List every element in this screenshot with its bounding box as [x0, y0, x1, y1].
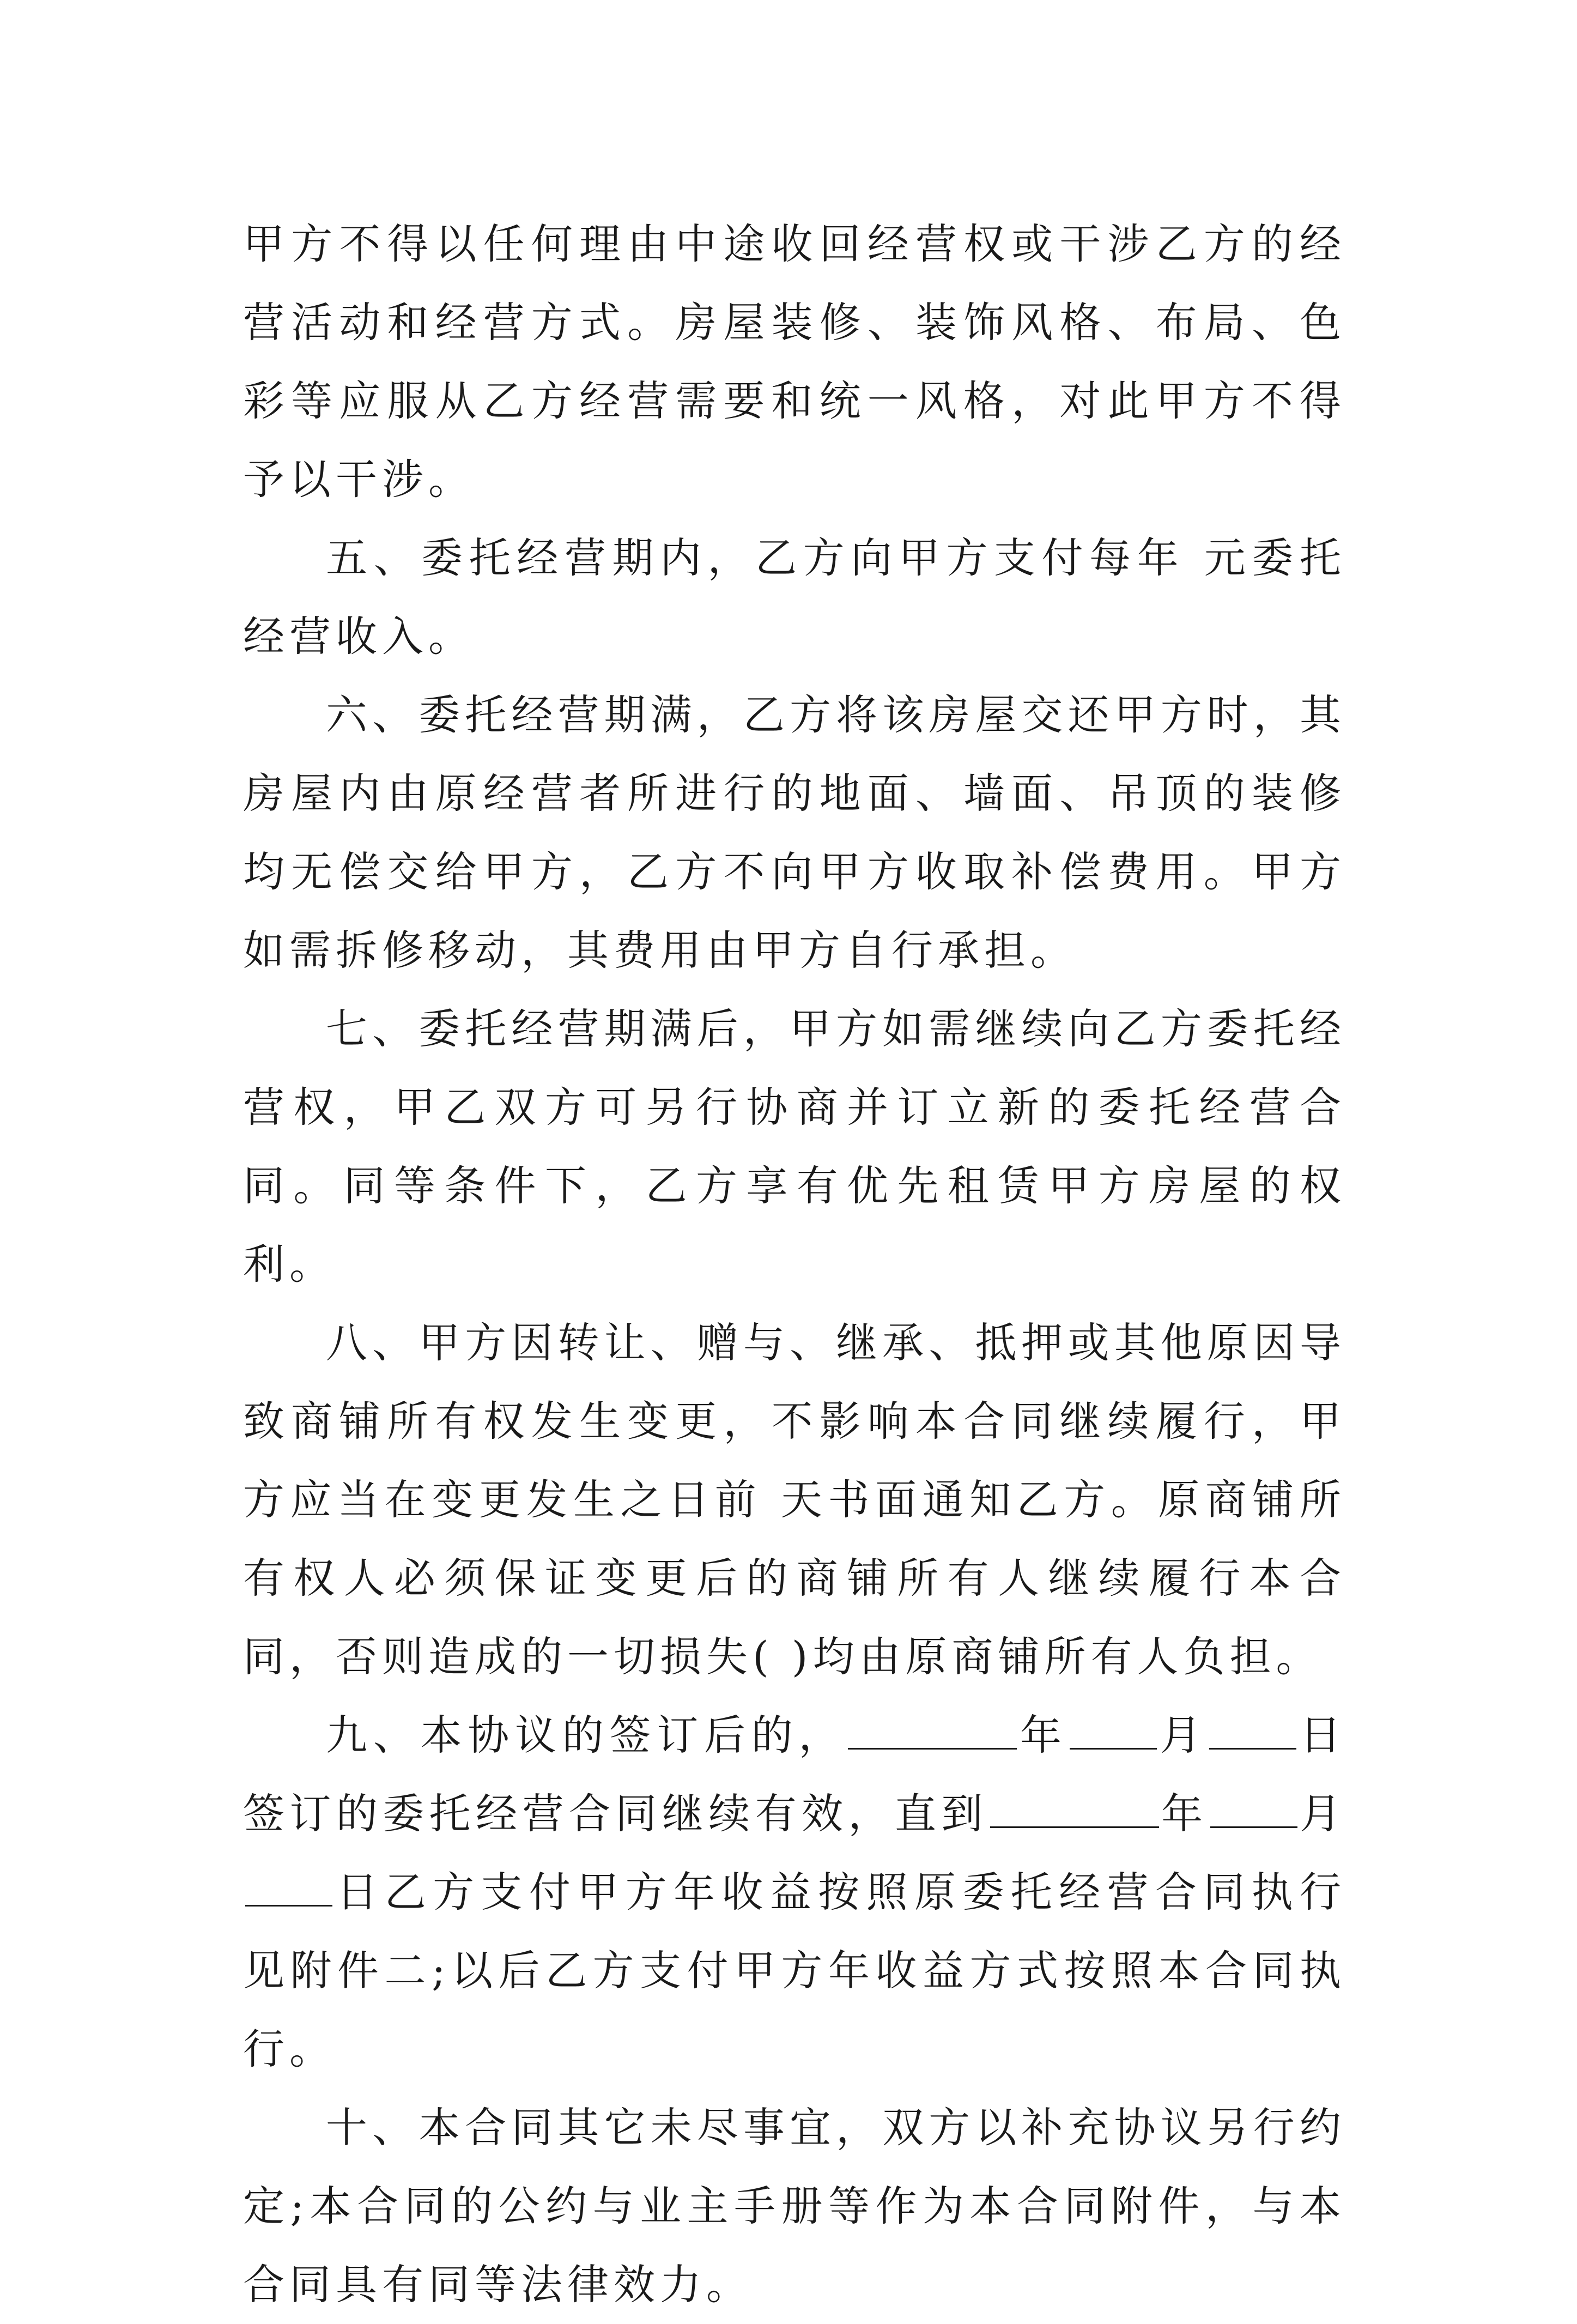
document-body: [243, 205, 1346, 2324]
clause-9-prefix: 九、本协议的签订后的，: [326, 1711, 846, 1759]
clause-9-rest: 日乙方支付甲方年收益按照原委托经营合同执行见附件二;以后乙方支付甲方年收益方式按照本合同执行。: [243, 1868, 1346, 2073]
clause-9-month-1: 月: [1159, 1711, 1208, 1759]
blank-year-2: [990, 1788, 1159, 1828]
paragraph-clause-8: 八、甲方因转让、赠与、继承、抵押或其他原因导致商铺所有权发生变更，不影响本合同继续履行，甲方应当在变更发生之日前 天书面通知乙方。原商铺所有权人必须保证变更后的商铺所有人继续履行本合同，否则造成的一切损失( )均由原商铺所有人负担。: [243, 1318, 1346, 1681]
paragraph-clause-6: 六、委托经营期满，乙方将该房屋交还甲方时，其房屋内由原经营者所进行的地面、墙面、吊顶的装修均无偿交给甲方，乙方不向甲方收取补偿费用。甲方如需拆修移动，其费用由甲方自行承担。: [243, 691, 1346, 975]
paragraph-clause-10: 十、本合同其它未尽事宜，双方以补充协议另行约定;本合同的公约与业主手册等作为本合同附件，与本合同具有同等法律效力。: [243, 2103, 1346, 2309]
blank-month-2: [1210, 1788, 1297, 1828]
paragraph-clause-7: 七、委托经营期满后，甲方如需继续向乙方委托经营权，甲乙双方可另行协商并订立新的委托经营合同。同等条件下，乙方享有优先租赁甲方房屋的权利。: [243, 1004, 1346, 1288]
paragraph-clause-5: 五、委托经营期内，乙方向甲方支付每年 元委托经营收入。: [243, 534, 1346, 661]
clause-9-month-2: 月: [1299, 1789, 1346, 1838]
clause-9-day-1: 日签订的委托经营合同继续有效，直到: [243, 1711, 1346, 1838]
blank-day-2: [245, 1867, 332, 1907]
clause-9-year-1: 年: [1019, 1711, 1067, 1759]
paragraph-continuation: 甲方不得以任何理由中途收回经营权或干涉乙方的经营活动和经营方式。房屋装修、装饰风格、布局、色彩等应服从乙方经营需要和统一风格，对此甲方不得予以干涉。: [243, 220, 1346, 504]
blank-day-1: [1209, 1710, 1296, 1750]
blank-month-1: [1070, 1710, 1157, 1750]
paragraph-clause-9: [243, 1696, 1346, 2089]
clause-9-year-2: 年: [1161, 1789, 1208, 1838]
blank-year-1: [848, 1710, 1017, 1750]
